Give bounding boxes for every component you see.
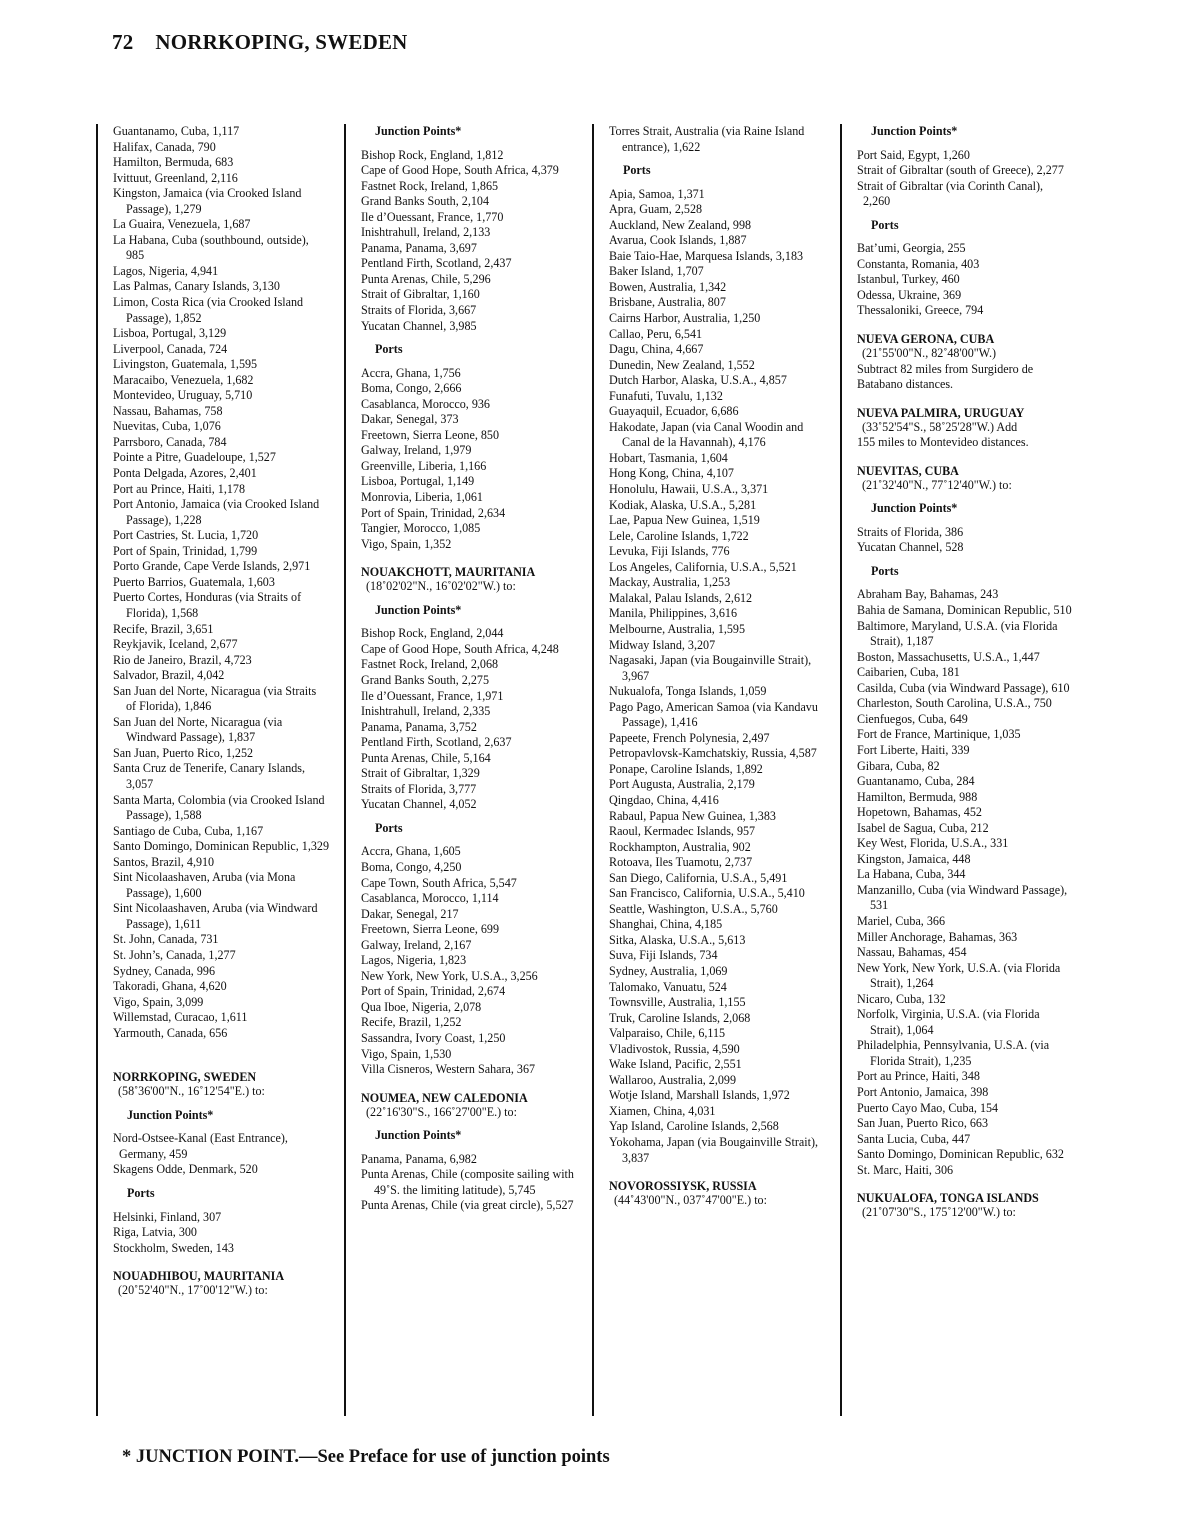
distance-entry: Riga, Latvia, 300 [113,1225,197,1240]
distance-entry: Vigo, Spain, 3,099 [113,994,204,1009]
distance-entry: Stockholm, Sweden, 143 [113,1240,234,1255]
distance-entry: Liverpool, Canada, 724 [113,341,228,356]
distance-entry: Levuka, Fiji Islands, 776 [609,544,730,559]
distance-entry: Nicaro, Cuba, 132 [857,991,946,1006]
distance-entry: Fastnet Rock, Ireland, 2,068 [361,657,499,672]
distance-entry: Papeete, French Polynesia, 2,497 [609,730,770,745]
distance-entry: Inishtrahull, Ireland, 2,335 [361,704,491,719]
distance-entry: Recife, Brazil, 1,252 [361,1015,462,1030]
distance-entry: Rotoava, Iles Tuamotu, 2,737 [609,855,753,870]
distance-entry: Wake Island, Pacific, 2,551 [609,1057,742,1072]
distance-entry: New York, New York, U.S.A., 3,256 [361,968,538,983]
distance-entry: Istanbul, Turkey, 460 [857,272,960,287]
distance-entry: Hopetown, Bahamas, 452 [857,805,982,820]
distance-entry: Ile d’Ouessant, France, 1,770 [361,209,504,224]
distance-entry: Casablanca, Morocco, 1,114 [361,891,499,906]
distance-entry: Odessa, Ukraine, 369 [857,287,962,302]
distance-entry: Boma, Congo, 2,666 [361,381,462,396]
distance-entry: Vigo, Spain, 1,530 [361,1046,452,1061]
distance-entry: Ivittuut, Greenland, 2,116 [113,170,238,185]
port-coordinates: (20˚52'40"N., 17˚00'12"W.) to: [118,1283,268,1298]
page-header [112,30,408,55]
distance-entry: Petropavlovsk-Kamchatskiy, Russia, 4,587 [609,746,817,761]
distance-entry: Guayaquil, Ecuador, 6,686 [609,404,739,419]
distance-entry: Qua Iboe, Nigeria, 2,078 [361,999,482,1014]
distance-entry: Baltimore, Maryland, U.S.A. (via Florida Strait), 1,187 [857,618,1058,649]
distance-entry: Shanghai, China, 4,185 [609,917,723,932]
distance-entry: Charleston, South Carolina, U.S.A., 750 [857,696,1052,711]
distance-entry: Helsinki, Finland, 307 [113,1209,222,1224]
distance-entry: Lele, Caroline Islands, 1,722 [609,528,749,543]
subheading: Ports [375,820,403,835]
distance-entry: Nagasaki, Japan (via Bougainville Strait), 3,967 [609,653,812,683]
distance-entry: Baker Island, 1,707 [609,264,704,279]
distance-entry: Limon, Costa Rica (via Crooked Island Passage), 1,852 [113,295,304,325]
distance-entry: Manzanillo, Cuba (via Windward Passage), 531 [857,882,1068,913]
distance-entry: Lagos, Nigeria, 4,941 [113,263,219,278]
distance-entry: Sitka, Alaska, U.S.A., 5,613 [609,932,746,947]
port-heading: NOVOROSSIYSK, RUSSIA [609,1179,757,1194]
distance-entry: Key West, Florida, U.S.A., 331 [857,836,1009,851]
distance-entry: Yucatan Channel, 4,052 [361,797,477,812]
distance-entry: Strait of Gibraltar, 1,160 [361,287,480,302]
distance-entry: Dutch Harbor, Alaska, U.S.A., 4,857 [609,373,787,388]
distance-entry: Pago Pago, American Samoa (via Kandavu Passage), 1,416 [609,699,818,730]
distance-entry: Port of Spain, Trinidad, 1,799 [113,543,258,558]
distance-entry: Vigo, Spain, 1,352 [361,536,452,551]
distance-entry: Rabaul, Papua New Guinea, 1,383 [609,808,776,823]
distance-entry: Mariel, Cuba, 366 [857,913,945,928]
distance-entry: Punta Arenas, Chile, 5,164 [361,750,491,765]
subheading: Ports [375,342,403,357]
distance-entry: Melbourne, Australia, 1,595 [609,621,746,636]
distance-entry: Brisbane, Australia, 807 [609,295,726,310]
distance-entry: Santa Cruz de Tenerife, Canary Islands, 3,057 [113,761,306,791]
distance-entry: Boma, Congo, 4,250 [361,859,462,874]
subheading: Ports [127,1186,155,1200]
distance-entry: Salvador, Brazil, 4,042 [113,668,225,683]
distance-entry: Nukualofa, Tonga Islands, 1,059 [609,684,767,699]
distance-entry: Recife, Brazil, 3,651 [113,621,214,636]
distance-entry: Hong Kong, China, 4,107 [609,466,734,481]
distance-entry: Skagens Odde, Denmark, 520 [113,1162,258,1177]
port-coordinates: (21˚32'40"N., 77˚12'40"W.) to: [862,477,1012,492]
distance-entry: Hakodate, Japan (via Canal Woodin and Canal de la Havannah), 4,176 [609,419,804,450]
distance-entry: Strait of Gibraltar (via Corinth Canal), 2,260 [857,178,1044,209]
distance-entry: Bowen, Australia, 1,342 [609,279,727,294]
distance-entry: Cairns Harbor, Australia, 1,250 [609,311,761,326]
distance-entry: Thessaloniki, Greece, 794 [857,303,984,318]
distance-entry: Sydney, Canada, 996 [113,963,215,978]
subheading: Junction Points* [871,501,958,516]
distance-entry: Rio de Janeiro, Brazil, 4,723 [113,652,252,667]
distance-entry: La Guaira, Venezuela, 1,687 [113,217,251,232]
distance-entry: Port Said, Egypt, 1,260 [857,147,970,162]
distance-entry: Boston, Massachusetts, U.S.A., 1,447 [857,649,1040,664]
port-note: 155 miles to Montevideo distances. [857,435,1029,450]
distance-entry: Port of Spain, Trinidad, 2,634 [361,505,506,520]
distance-entry: Puerto Cayo Mao, Cuba, 154 [857,1100,999,1115]
distance-entry: Manila, Philippines, 3,616 [609,606,737,621]
distance-entry: Yokohama, Japan (via Bougainville Strait), 3,837 [609,1135,819,1165]
distance-entry: Yucatan Channel, 528 [857,540,964,555]
distance-entry: Constanta, Romania, 403 [857,256,980,271]
distance-entry: Fort de France, Martinique, 1,035 [857,727,1021,742]
distance-entry: Puerto Barrios, Guatemala, 1,603 [113,574,275,589]
distance-entry: Ile d’Ouessant, France, 1,971 [361,688,504,703]
distance-entry: Sassandra, Ivory Coast, 1,250 [361,1030,506,1045]
distance-entry: Bishop Rock, England, 1,812 [361,147,504,162]
distance-entry: La Habana, Cuba, 344 [857,867,966,882]
distance-entry: Callao, Peru, 6,541 [609,326,703,341]
distance-entry: Parrsboro, Canada, 784 [113,434,227,449]
distance-entry: Grand Banks South, 2,275 [361,672,489,687]
distance-entry: Avarua, Cook Islands, 1,887 [609,233,747,248]
distance-entry: Porto Grande, Cape Verde Islands, 2,971 [113,559,311,574]
distance-entry: Baie Taio-Hae, Marquesa Islands, 3,183 [609,248,804,263]
distance-entry: Straits of Florida, 3,777 [361,781,477,796]
distance-entry: San Diego, California, U.S.A., 5,491 [609,870,788,885]
distance-entry: Port Antonio, Jamaica (via Crooked Island Passage), 1,228 [113,497,320,527]
port-coordinates: (18˚02'02"N., 16˚02'02"W.) to: [366,579,516,594]
distance-entry: Galway, Ireland, 1,979 [361,443,472,458]
distance-entry: Grand Banks South, 2,104 [361,194,489,209]
distance-entry: Abraham Bay, Bahamas, 243 [857,587,999,602]
distance-entry: Lisboa, Portugal, 3,129 [113,326,227,341]
distance-entry: Sydney, Australia, 1,069 [609,963,728,978]
distance-entry: Suva, Fiji Islands, 734 [609,948,718,963]
subheading: Junction Points* [375,602,462,617]
distance-entry: Rockhampton, Australia, 902 [609,839,751,854]
distance-entry: Fastnet Rock, Ireland, 1,865 [361,178,499,193]
distance-entry: Reykjavik, Iceland, 2,677 [113,637,238,652]
distance-entry: St. Marc, Haiti, 306 [857,1162,954,1177]
distance-entry: Malakal, Palau Islands, 2,612 [609,590,753,605]
distance-entry: Panama, Panama, 3,697 [361,240,477,255]
spacer [113,1041,329,1057]
distance-entry: Bat’umi, Georgia, 255 [857,241,966,256]
column-1 [96,124,331,1416]
distance-entry: San Juan del Norte, Nicaragua (via Windward Passage), 1,837 [113,714,283,745]
port-coordinates: (58˚36'00"N., 16˚12'54"E.) to: [118,1084,265,1099]
distance-entry: San Juan, Puerto Rico, 663 [857,1116,989,1131]
distance-entry: Kingston, Jamaica, 448 [857,851,971,866]
distance-entry: Philadelphia, Pennsylvania, U.S.A. (via Florida Strait), 1,235 [857,1038,1050,1068]
distance-entry: Halifax, Canada, 790 [113,139,216,154]
column-2 [344,124,579,1416]
distance-entry: Hamilton, Bermuda, 988 [857,789,978,804]
distance-entry: Cape Town, South Africa, 5,547 [361,875,517,890]
distance-entry: Cape of Good Hope, South Africa, 4,248 [361,641,559,656]
distance-entry: Guantanamo, Cuba, 1,117 [113,124,240,138]
footnote: * JUNCTION POINT.—See Preface for use of junction points [122,1447,610,1467]
subheading: Junction Points* [375,124,462,138]
distance-entry: Casablanca, Morocco, 936 [361,396,490,411]
distance-entry: Port au Prince, Haiti, 1,178 [113,481,246,496]
port-heading: NOUADHIBOU, MAURITANIA [113,1269,285,1284]
distance-entry: Yucatan Channel, 3,985 [361,318,477,333]
distance-entry: Nuevitas, Cuba, 1,076 [113,419,221,434]
distance-entry: Torres Strait, Australia (via Raine Island entrance), 1,622 [609,124,805,154]
distance-entry: St. John, Canada, 731 [113,932,219,947]
distance-entry: Apia, Samoa, 1,371 [609,186,705,201]
distance-entry: Santa Marta, Colombia (via Crooked Island Passage), 1,588 [113,792,325,823]
distance-entry: Straits of Florida, 3,667 [361,303,477,318]
distance-entry: New York, New York, U.S.A. (via Florida Strait), 1,264 [857,960,1061,991]
distance-entry: Kodiak, Alaska, U.S.A., 5,281 [609,497,757,512]
distance-entry: Dagu, China, 4,667 [609,342,704,357]
distance-entry: Pointe a Pitre, Guadeloupe, 1,527 [113,450,276,465]
distance-entry: Accra, Ghana, 1,605 [361,844,461,859]
distance-entry: La Habana, Cuba (southbound, outside), 985 [113,232,309,263]
distance-entry: Cape of Good Hope, South Africa, 4,379 [361,163,559,178]
distance-entry: Santiago de Cuba, Cuba, 1,167 [113,823,264,838]
distance-entry: Hamilton, Bermuda, 683 [113,155,234,170]
distance-entry: Monrovia, Liberia, 1,061 [361,490,483,505]
distance-entry: Kingston, Jamaica (via Crooked Island Passage), 1,279 [113,186,302,216]
page-number: 72 [112,30,134,54]
distance-entry: Apra, Guam, 2,528 [609,202,703,217]
port-heading: NUEVA PALMIRA, URUGUAY [857,405,1025,420]
distance-entry: Ponta Delgada, Azores, 2,401 [113,466,257,481]
port-heading: NOUMEA, NEW CALEDONIA [361,1090,528,1105]
distance-entry: Nassau, Bahamas, 454 [857,945,967,960]
subheading: Ports [871,563,899,578]
distance-entry: Bishop Rock, England, 2,044 [361,626,504,641]
distance-entry: Port au Prince, Haiti, 348 [857,1069,980,1084]
distance-entry: Townsville, Australia, 1,155 [609,995,746,1010]
distance-entry: Maracaibo, Venezuela, 1,682 [113,372,254,387]
distance-entry: Miller Anchorage, Bahamas, 363 [857,929,1018,944]
distance-entry: Port of Spain, Trinidad, 2,674 [361,984,506,999]
distance-entry: Straits of Florida, 386 [857,524,964,539]
port-coordinates: (22˚16'30"S., 166˚27'00"E.) to: [366,1104,517,1119]
column-3 [592,124,827,1416]
distance-entry: Santo Domingo, Dominican Republic, 1,329 [113,839,329,854]
distance-entry: San Francisco, California, U.S.A., 5,410 [609,886,805,901]
distance-entry: Fort Liberte, Haiti, 339 [857,742,970,757]
distance-entry: Strait of Gibraltar, 1,329 [361,766,480,781]
distance-entry: Lagos, Nigeria, 1,823 [361,953,467,968]
distance-entry: Raoul, Kermadec Islands, 957 [609,824,756,839]
distance-entry: Yap Island, Caroline Islands, 2,568 [609,1119,779,1134]
distance-entry: Dakar, Senegal, 373 [361,412,459,427]
distance-entry: Lae, Papua New Guinea, 1,519 [609,513,760,528]
distance-entry: Talomako, Vanuatu, 524 [609,979,727,994]
distance-entry: Valparaiso, Chile, 6,115 [609,1026,726,1041]
distance-entry: Vladivostok, Russia, 4,590 [609,1041,740,1056]
port-heading: NUEVITAS, CUBA [857,463,959,478]
port-coordinates: (33˚52'54"S., 58˚25'28"W.) Add [862,419,1018,434]
subheading: Ports [623,163,651,178]
distance-entry: Port Augusta, Australia, 2,179 [609,777,755,792]
distance-entry: Inishtrahull, Ireland, 2,133 [361,225,491,240]
distance-entry: Lisboa, Portugal, 1,149 [361,474,475,489]
distance-entry: Willemstad, Curacao, 1,611 [113,1010,248,1025]
distance-entry: St. John’s, Canada, 1,277 [113,947,236,962]
distance-entry: Ponape, Caroline Islands, 1,892 [609,761,763,776]
distance-entry: Yarmouth, Canada, 656 [113,1025,228,1040]
port-heading: NORRKOPING, SWEDEN [113,1070,257,1085]
distance-entry: Gibara, Cuba, 82 [857,758,940,773]
distance-entry: Port Castries, St. Lucia, 1,720 [113,528,259,543]
distance-entry: Galway, Ireland, 2,167 [361,937,472,952]
subheading: Ports [871,217,899,232]
port-coordinates: (21˚55'00"N., 82˚48'00"W.) [862,346,997,361]
distance-entry: Cienfuegos, Cuba, 649 [857,711,968,726]
distance-entry: Wallaroo, Australia, 2,099 [609,1072,736,1087]
port-coordinates: (21˚07'30"S., 175˚12'00"W.) to: [862,1205,1016,1220]
distance-entry: Guantanamo, Cuba, 284 [857,774,975,789]
port-note: Subtract 82 miles from Surgidero de Batabano distances. [857,361,1034,392]
distance-entry: Caibarien, Cuba, 181 [857,665,960,680]
distance-entry: Casilda, Cuba (via Windward Passage), 610 [857,680,1070,695]
port-heading: NUEVA GERONA, CUBA [857,332,995,347]
distance-entry: Xiamen, China, 4,031 [609,1103,716,1118]
distance-entry: Puerto Cortes, Honduras (via Straits of Florida), 1,568 [113,590,302,620]
distance-entry: Santo Domingo, Dominican Republic, 632 [857,1147,1064,1162]
distance-entry: Greenville, Liberia, 1,166 [361,458,487,473]
distance-entry: Port Antonio, Jamaica, 398 [857,1084,989,1099]
distance-entry: Nord-Ostsee-Kanal (East Entrance), Germany, 459 [113,1131,288,1161]
distance-entry: Bahia de Samana, Dominican Republic, 510 [857,603,1072,618]
running-head: NORRKOPING, SWEDEN [155,30,408,54]
distance-entry: Qingdao, China, 4,416 [609,792,719,807]
distance-entry: Livingston, Guatemala, 1,595 [113,357,258,372]
distance-entry: Sint Nicolaashaven, Aruba (via Windward Passage), 1,611 [113,901,318,931]
distance-entry: Santa Lucia, Cuba, 447 [857,1131,971,1146]
distance-entry: Dakar, Senegal, 217 [361,906,459,921]
distance-entry: Norfolk, Virginia, U.S.A. (via Florida Strait), 1,064 [857,1007,1040,1037]
distance-entry: Midway Island, 3,207 [609,637,716,652]
distance-entry: Santos, Brazil, 4,910 [113,854,215,869]
distance-entry: Freetown, Sierra Leone, 850 [361,427,500,442]
distance-entry: Dunedin, New Zealand, 1,552 [609,357,755,372]
distance-entry: Wotje Island, Marshall Islands, 1,972 [609,1088,790,1103]
distance-entry: San Juan, Puerto Rico, 1,252 [113,745,254,760]
distance-entry: Nassau, Bahamas, 758 [113,403,223,418]
distance-entry: Pentland Firth, Scotland, 2,637 [361,735,512,750]
distance-entry: Tangier, Morocco, 1,085 [361,521,481,536]
distance-entry: Auckland, New Zealand, 998 [609,217,752,232]
distance-entry: Honolulu, Hawaii, U.S.A., 3,371 [609,482,769,497]
distance-entry: Mackay, Australia, 1,253 [609,575,731,590]
distance-entry: Panama, Panama, 6,982 [361,1151,477,1166]
distance-entry: Punta Arenas, Chile (via great circle), 5,527 [361,1198,574,1213]
distance-entry: Villa Cisneros, Western Sahara, 367 [361,1062,536,1077]
distance-entry: Panama, Panama, 3,752 [361,719,477,734]
distance-entry: San Juan del Norte, Nicaragua (via Straits of Florida), 1,846 [113,683,317,714]
distance-entry: Los Angeles, California, U.S.A., 5,521 [609,559,797,574]
distance-entry: Funafuti, Tuvalu, 1,132 [609,388,723,403]
distance-entry: Truk, Caroline Islands, 2,068 [609,1010,751,1025]
column-4 [840,124,1075,1416]
subheading: Junction Points* [127,1107,214,1122]
port-coordinates: (44˚43'00"N., 037˚47'00"E.) to: [614,1193,767,1208]
port-heading: NOUAKCHOTT, MAURITANIA [361,565,536,580]
subheading: Junction Points* [375,1128,462,1143]
distance-entry: Takoradi, Ghana, 4,620 [113,979,227,994]
subheading: Junction Points* [871,124,958,138]
port-heading: NUKUALOFA, TONGA ISLANDS [857,1191,1039,1206]
distance-entry: Hobart, Tasmania, 1,604 [609,450,728,465]
distance-entry: Montevideo, Uruguay, 5,710 [113,388,253,403]
distance-entry: Freetown, Sierra Leone, 699 [361,922,500,937]
distance-entry: Las Palmas, Canary Islands, 3,130 [113,279,280,294]
distance-entry: Seattle, Washington, U.S.A., 5,760 [609,901,778,916]
distance-entry: Sint Nicolaashaven, Aruba (via Mona Passage), 1,600 [113,870,296,900]
distance-entry: Pentland Firth, Scotland, 2,437 [361,256,512,271]
distance-entry: Punta Arenas, Chile, 5,296 [361,271,491,286]
distance-entry: Punta Arenas, Chile (composite sailing with 49˚S. the limiting latitude), 5,745 [361,1167,574,1197]
distance-entry: Strait of Gibraltar (south of Greece), 2,277 [857,163,1064,178]
distance-entry: Isabel de Sagua, Cuba, 212 [857,820,989,835]
distance-entry: Accra, Ghana, 1,756 [361,365,461,380]
